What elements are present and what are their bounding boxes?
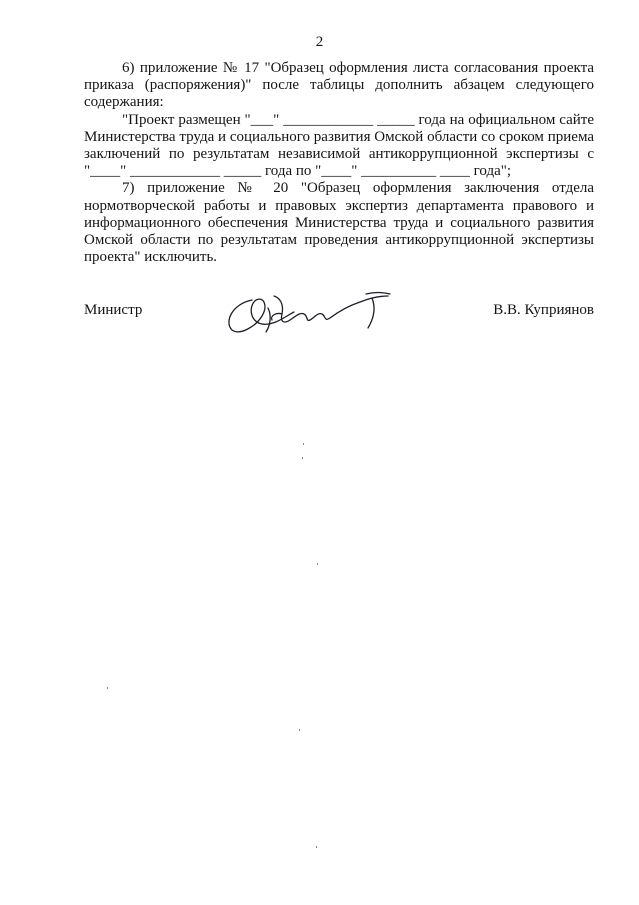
- paragraph-item-6: 6) приложение № 17 "Образец оформления листа согласования проекта приказа (распоряжения)" после таблицы дополнить абзацем следующего содержания:: [84, 60, 594, 111]
- handwritten-signature: [222, 286, 392, 338]
- scan-speck: [303, 443, 304, 445]
- signatory-title: Министр: [84, 302, 143, 318]
- page-number: 2: [315, 34, 324, 50]
- scan-speck: [316, 846, 317, 848]
- scan-speck: [317, 563, 318, 565]
- signatory-name: В.В. Куприянов: [493, 302, 594, 318]
- scan-speck: [302, 457, 303, 459]
- paragraph-inserted-text: "Проект размещен "___" ____________ _____ года на официальном сайте Министерства труда и социального развития Омской области со сроком приема заключений по результатам независимой антикоррупционной экспертизы с "____" ____________ _____ года по "____" __________ ____ года";: [84, 111, 594, 180]
- paragraph-item-7: 7) приложение № 20 "Образец оформления заключения отдела нормотворческой работы и правовых экспертиз департамента правового и информационного обеспечения Министерства труда и социального развития Омской области по результатам проведения антикоррупционной экспертизы проекта" исключить.: [84, 180, 594, 266]
- scan-speck: [299, 729, 300, 731]
- signature-block: [84, 298, 594, 338]
- scan-speck: [107, 687, 108, 689]
- document-body: [84, 60, 594, 266]
